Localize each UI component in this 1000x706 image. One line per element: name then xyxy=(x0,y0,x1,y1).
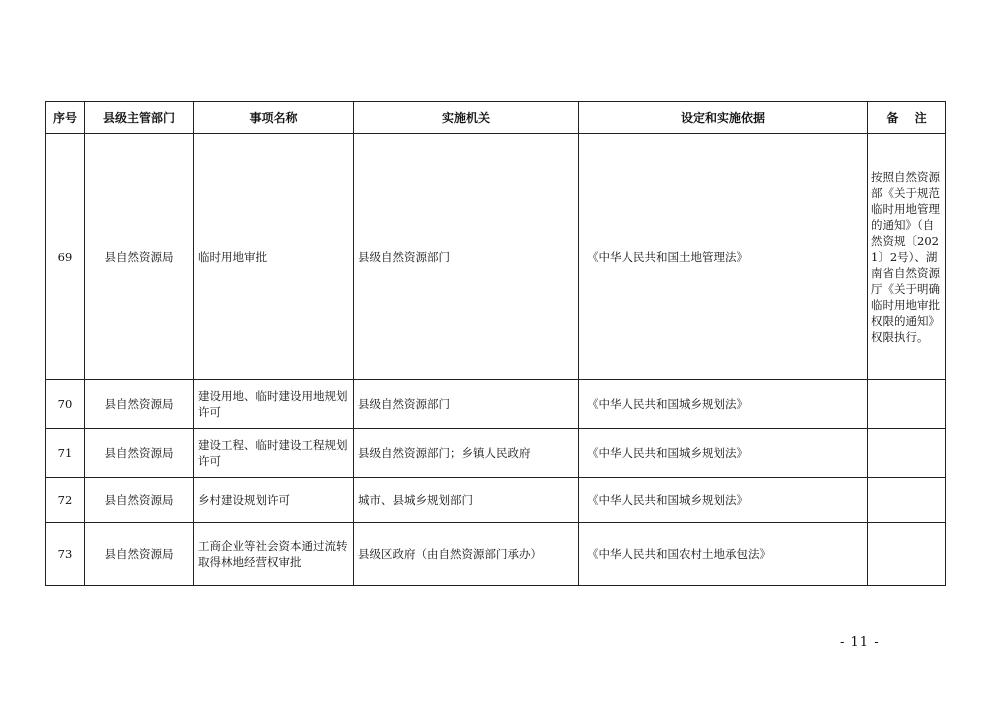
row-agency: 县级区政府（由自然资源部门承办） xyxy=(354,523,579,586)
header-no: 序号 xyxy=(46,102,85,134)
row-item: 建设用地、临时建设用地规划许可 xyxy=(194,380,354,429)
row-agency: 县级自然资源部门 xyxy=(354,134,579,380)
row-no: 72 xyxy=(46,478,85,523)
row-dept: 县自然资源局 xyxy=(85,380,194,429)
header-item: 事项名称 xyxy=(194,102,354,134)
row-agency: 县级自然资源部门 xyxy=(354,380,579,429)
items-table xyxy=(45,101,946,586)
header-dept: 县级主管部门 xyxy=(85,102,194,134)
row-basis: 《中华人民共和国土地管理法》 xyxy=(579,134,868,380)
row-item: 临时用地审批 xyxy=(194,134,354,380)
row-no: 71 xyxy=(46,429,85,478)
table-row xyxy=(46,523,946,586)
row-dept: 县自然资源局 xyxy=(85,429,194,478)
row-dept: 县自然资源局 xyxy=(85,478,194,523)
row-no: 73 xyxy=(46,523,85,586)
row-basis: 《中华人民共和国城乡规划法》 xyxy=(579,380,868,429)
table-row xyxy=(46,478,946,523)
header-basis: 设定和实施依据 xyxy=(579,102,868,134)
row-item: 工商企业等社会资本通过流转取得林地经营权审批 xyxy=(194,523,354,586)
row-agency: 县级自然资源部门；乡镇人民政府 xyxy=(354,429,579,478)
row-note xyxy=(868,429,946,478)
table-header-row xyxy=(46,102,946,134)
row-no: 69 xyxy=(46,134,85,380)
row-note: 按照自然资源部《关于规范临时用地管理的通知》（自然资规〔2021〕2号）、湖南省自然资源厅《关于明确临时用地审批权限的通知》权限执行。 xyxy=(868,134,946,380)
row-no: 70 xyxy=(46,380,85,429)
row-note xyxy=(868,380,946,429)
header-agency: 实施机关 xyxy=(354,102,579,134)
row-agency: 城市、县城乡规划部门 xyxy=(354,478,579,523)
row-dept: 县自然资源局 xyxy=(85,523,194,586)
row-dept: 县自然资源局 xyxy=(85,134,194,380)
row-note xyxy=(868,523,946,586)
table-row xyxy=(46,134,946,380)
table-row xyxy=(46,429,946,478)
row-item: 建设工程、临时建设工程规划许可 xyxy=(194,429,354,478)
row-basis: 《中华人民共和国城乡规划法》 xyxy=(579,478,868,523)
header-note: 备 注 xyxy=(868,102,946,134)
page-number: - 11 - xyxy=(840,635,880,650)
row-basis: 《中华人民共和国城乡规划法》 xyxy=(579,429,868,478)
row-basis: 《中华人民共和国农村土地承包法》 xyxy=(579,523,868,586)
row-note xyxy=(868,478,946,523)
table-row xyxy=(46,380,946,429)
row-item: 乡村建设规划许可 xyxy=(194,478,354,523)
